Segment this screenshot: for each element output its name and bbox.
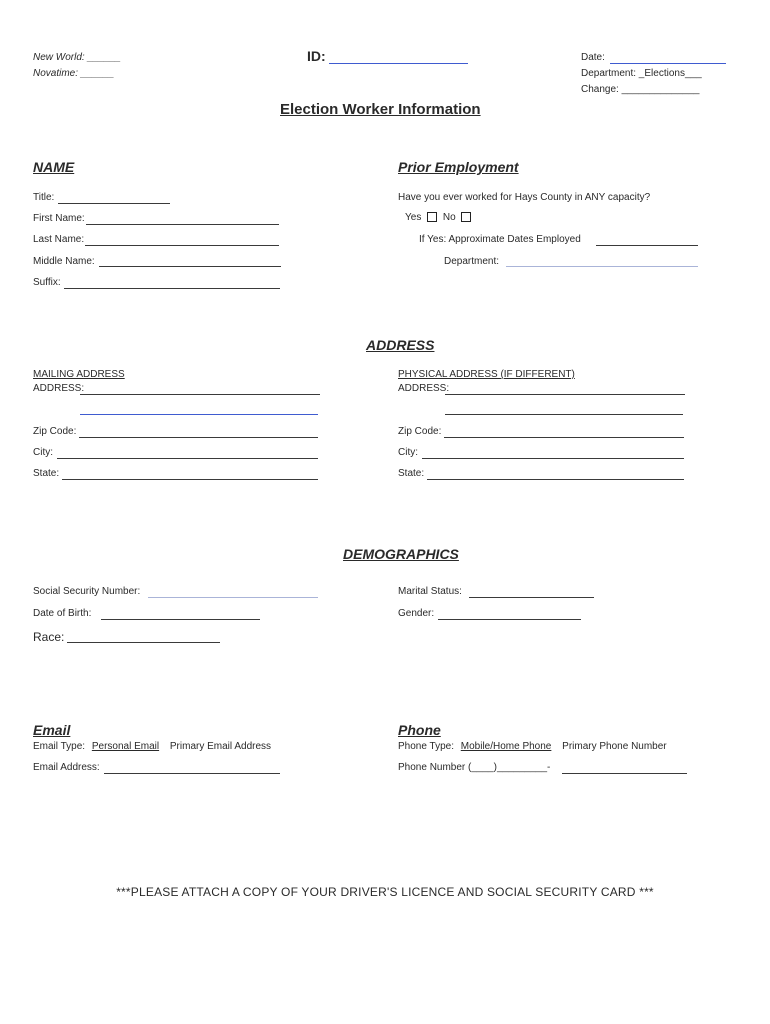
suffix-label: Suffix: xyxy=(33,277,61,288)
marital-status-label: Marital Status: xyxy=(398,586,462,597)
yes-label: Yes xyxy=(405,212,422,223)
prior-department-label: Department: xyxy=(444,256,500,267)
novatime-field: Novatime: ______ xyxy=(33,68,115,79)
physical-address-label: ADDRESS: xyxy=(398,383,450,394)
physical-city-label: City: xyxy=(398,447,418,458)
mailing-address-title: MAILING ADDRESS xyxy=(33,369,125,380)
last-name-label: Last Name: xyxy=(33,234,85,245)
ssn-label: Social Security Number: xyxy=(33,586,141,597)
first-name-input-line[interactable] xyxy=(86,224,279,225)
date-input-line[interactable] xyxy=(610,63,726,64)
address-heading: ADDRESS xyxy=(366,337,435,353)
physical-state-input-line[interactable] xyxy=(427,479,684,480)
physical-state-label: State: xyxy=(398,468,425,479)
demographics-heading: DEMOGRAPHICS xyxy=(343,546,459,562)
email-type-row xyxy=(33,741,271,752)
no-label: No xyxy=(442,212,456,223)
mailing-address-input-line[interactable] xyxy=(80,394,320,395)
physical-address-input-line[interactable] xyxy=(445,394,685,395)
email-heading: Email xyxy=(33,722,71,738)
id-input-line[interactable] xyxy=(329,63,468,64)
first-name-label: First Name: xyxy=(33,213,85,224)
mailing-city-label: City: xyxy=(33,447,53,458)
physical-zip-input-line[interactable] xyxy=(444,437,684,438)
email-type-suffix: Primary Email Address xyxy=(169,741,272,752)
title-input-line[interactable] xyxy=(58,203,170,204)
phone-type-value[interactable]: Mobile/Home Phone xyxy=(460,741,552,752)
phone-type-label: Phone Type: xyxy=(398,741,454,752)
prior-employment-options xyxy=(405,212,474,223)
gender-label: Gender: xyxy=(398,608,435,619)
dates-employed-input-line[interactable] xyxy=(596,245,698,246)
mailing-zip-input-line[interactable] xyxy=(79,437,318,438)
race-input-line[interactable] xyxy=(67,642,220,643)
phone-number-input-line[interactable] xyxy=(562,773,687,774)
gender-input-line[interactable] xyxy=(438,619,581,620)
new-world-field: New World: ______ xyxy=(33,52,121,63)
change-field: Change: ______________ xyxy=(581,84,700,95)
date-label: Date: xyxy=(581,52,605,63)
prior-employment-question: Have you ever worked for Hays County in ANY capacity? xyxy=(398,192,651,203)
mailing-city-input-line[interactable] xyxy=(57,458,318,459)
dob-label: Date of Birth: xyxy=(33,608,92,619)
ssn-input-line[interactable] xyxy=(148,597,318,598)
race-label: Race: xyxy=(33,630,65,644)
email-type-label: Email Type: xyxy=(33,741,86,752)
phone-type-row xyxy=(398,741,667,752)
phone-number-label: Phone Number (____)_________- xyxy=(398,762,551,773)
mailing-state-input-line[interactable] xyxy=(62,479,318,480)
email-type-value[interactable]: Personal Email xyxy=(91,741,160,752)
marital-status-input-line[interactable] xyxy=(469,597,594,598)
phone-heading: Phone xyxy=(398,722,441,738)
prior-department-input-line[interactable] xyxy=(506,266,698,267)
email-address-input-line[interactable] xyxy=(104,773,280,774)
no-checkbox[interactable] xyxy=(461,212,471,222)
physical-city-input-line[interactable] xyxy=(422,458,684,459)
dob-input-line[interactable] xyxy=(101,619,260,620)
mailing-zip-label: Zip Code: xyxy=(33,426,77,437)
middle-name-label: Middle Name: xyxy=(33,256,95,267)
mailing-state-label: State: xyxy=(33,468,60,479)
prior-employment-heading: Prior Employment xyxy=(398,159,519,175)
department-field: Department: _Elections___ xyxy=(581,68,702,79)
if-yes-dates-label: If Yes: Approximate Dates Employed xyxy=(419,234,581,245)
yes-checkbox[interactable] xyxy=(427,212,437,222)
middle-name-input-line[interactable] xyxy=(99,266,281,267)
physical-address-title: PHYSICAL ADDRESS (IF DIFFERENT) xyxy=(398,369,575,380)
attach-documents-note: ***PLEASE ATTACH A COPY OF YOUR DRIVER'S LICENCE AND SOCIAL SECURITY CARD *** xyxy=(116,885,654,899)
name-heading: NAME xyxy=(33,159,75,175)
id-label: ID: xyxy=(307,48,326,64)
phone-type-suffix: Primary Phone Number xyxy=(562,741,667,752)
mailing-address-line2[interactable] xyxy=(80,414,318,415)
physical-address-line2[interactable] xyxy=(445,414,683,415)
mailing-address-label: ADDRESS: xyxy=(33,383,85,394)
suffix-input-line[interactable] xyxy=(64,288,280,289)
last-name-input-line[interactable] xyxy=(85,245,279,246)
page-title: Election Worker Information xyxy=(280,101,481,118)
physical-zip-label: Zip Code: xyxy=(398,426,442,437)
title-label: Title: xyxy=(33,192,55,203)
email-address-label: Email Address: xyxy=(33,762,100,773)
